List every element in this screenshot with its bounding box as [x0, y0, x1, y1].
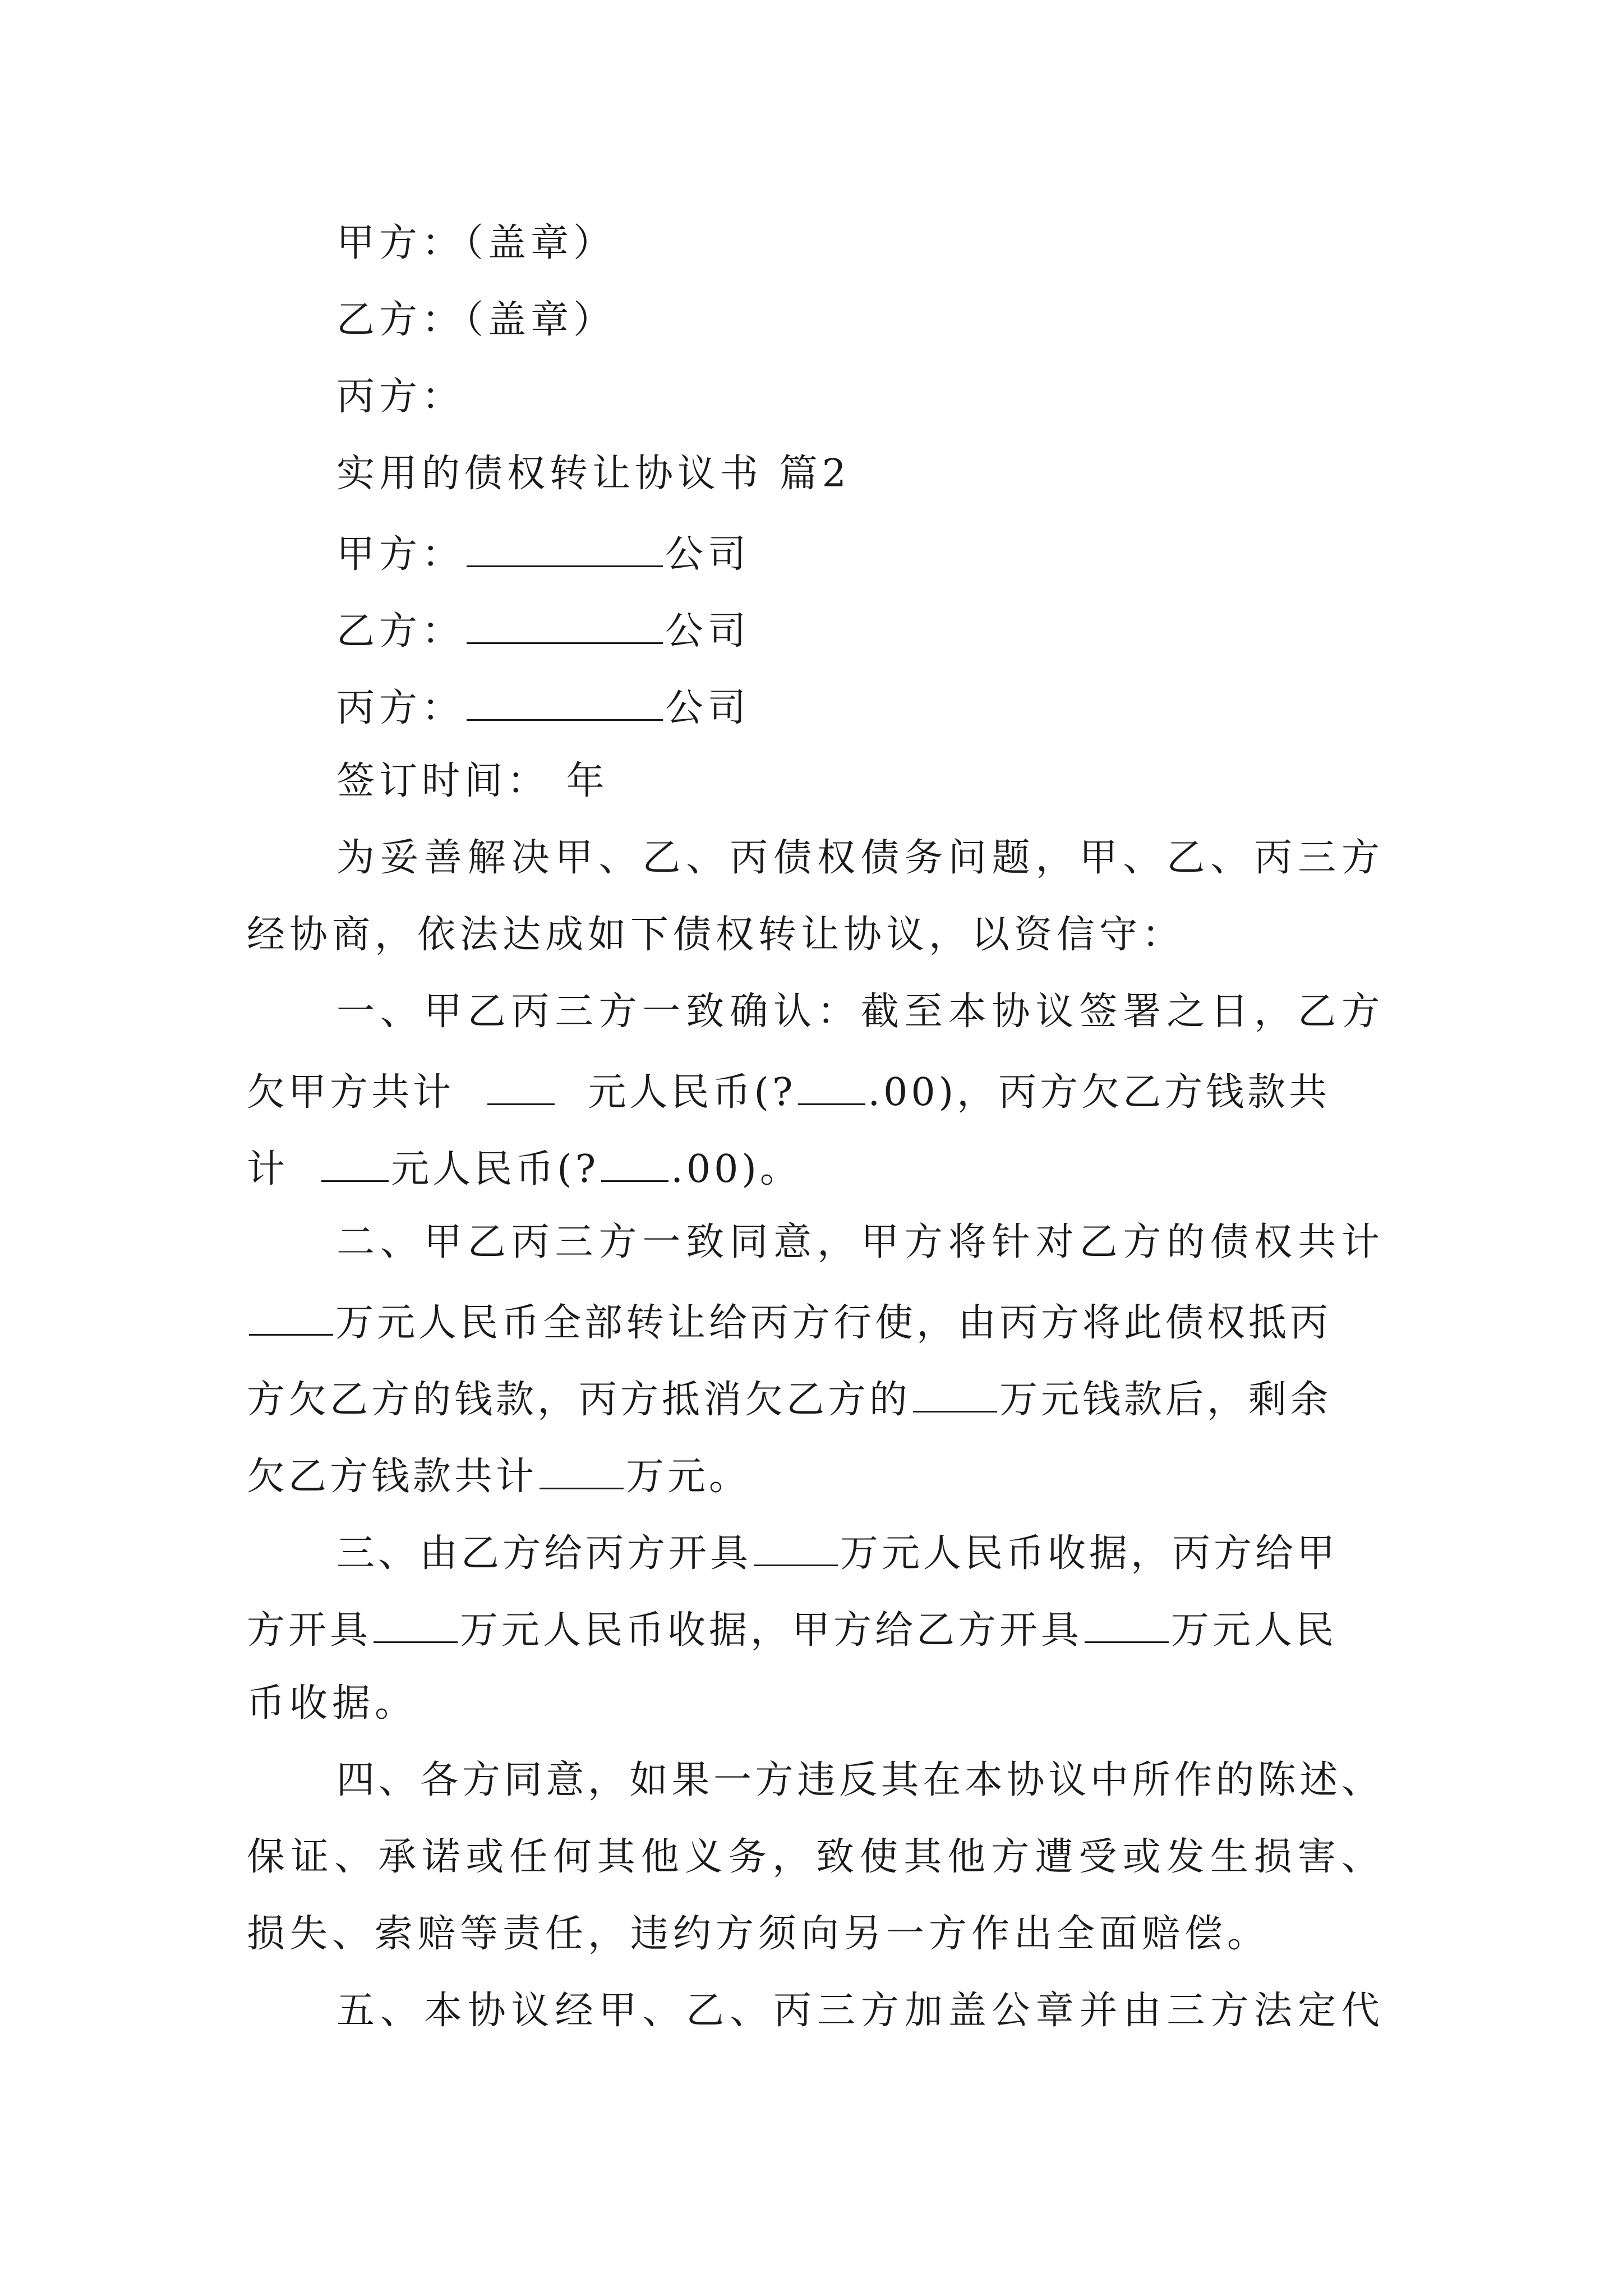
- clause1-line-2: [247, 1070, 1331, 1115]
- clause1-blank-3: [321, 1147, 389, 1182]
- clause2-text-b: 方欠乙方的钱款，丙方抵消欠乙方的: [247, 1378, 911, 1422]
- clause3-line-2: [247, 1608, 1338, 1653]
- clause2-line-3: [247, 1377, 1332, 1422]
- clause4-line-2: 保证、承诺或任何其他义务，致使其他方遭受或发生损害、: [247, 1835, 1380, 1879]
- party-b-label: 乙方：: [336, 609, 465, 654]
- clause1-text-d: 计: [247, 1147, 289, 1191]
- clause3-text-c: 方开具: [247, 1608, 372, 1653]
- clause4-line-3: 损失、索赔等责任，违约方须向另一方作出全面赔偿。: [247, 1912, 1270, 1956]
- intro-line-1: 为妥善解决甲、乙、丙债权债务问题，甲、乙、丙三方: [336, 836, 1380, 880]
- clause2-blank-2: [913, 1377, 997, 1412]
- clause2-line-1: 二、甲乙丙三方一致同意，甲方将针对乙方的债权共计: [336, 1220, 1380, 1264]
- clause3-text-e: 万元人民: [1171, 1608, 1338, 1653]
- party-a-label: 甲方：: [336, 532, 465, 577]
- clause1-text-e: 元人民币(?: [391, 1147, 600, 1191]
- party-c-line: [336, 685, 750, 728]
- clause3-blank-1: [754, 1531, 838, 1566]
- party-b-line: [336, 609, 751, 654]
- clause4-line-1: 四、各方同意，如果一方违反其在本协议中所作的陈述、: [336, 1758, 1380, 1802]
- party-c-blank: [467, 685, 663, 721]
- section-title: 实用的债权转让协议书 篇2: [336, 452, 851, 496]
- clause2-blank-3: [540, 1454, 624, 1489]
- party-b-suffix: 公司: [665, 609, 751, 654]
- signature-party-a: 甲方：（盖章）: [336, 221, 616, 265]
- clause2-text-d: 欠乙方钱款共计: [247, 1455, 538, 1499]
- clause3-line-1: [336, 1531, 1339, 1576]
- clause5-line-1: 五、本协议经甲、乙、丙三方加盖公章并由三方法定代: [336, 1989, 1380, 2033]
- party-a-blank: [467, 532, 663, 567]
- party-c-suffix: 公司: [665, 686, 751, 730]
- clause2-line-2: [247, 1300, 1332, 1345]
- clause1-text-f: .00)。: [671, 1147, 801, 1191]
- clause1-blank-2: [798, 1070, 865, 1105]
- clause1-text-c: .00)，丙方欠乙方钱款共: [868, 1070, 1331, 1115]
- party-a-suffix: 公司: [665, 532, 751, 577]
- intro-line-2: 经协商，依法达成如下债权转让协议，以资信守：: [247, 913, 1185, 957]
- clause3-blank-2: [374, 1608, 458, 1643]
- clause3-blank-3: [1085, 1608, 1169, 1643]
- clause2-text-e: 万元。: [626, 1455, 751, 1499]
- clause3-text-b: 万元人民币收据，丙方给甲: [840, 1531, 1339, 1576]
- signature-party-b: 乙方：（盖章）: [336, 298, 616, 342]
- clause2-line-4: [247, 1454, 751, 1499]
- clause1-blank-4: [601, 1147, 668, 1182]
- clause1-text-a: 欠甲方共计: [247, 1070, 455, 1115]
- clause3-text-d: 万元人民币收据，甲方给乙方开具: [460, 1608, 1083, 1653]
- clause2-blank-1: [249, 1300, 333, 1336]
- clause1-text-b: 元人民币(?: [588, 1070, 796, 1115]
- party-b-blank: [467, 609, 663, 644]
- party-a-line: [336, 532, 751, 577]
- clause2-text-c: 万元钱款后，剩余: [999, 1378, 1332, 1422]
- clause3-text-a: 三、由乙方给丙方开具: [336, 1531, 752, 1576]
- sign-date: 签订时间： 年: [336, 759, 609, 803]
- clause2-text-a: 万元人民币全部转让给丙方行使，由丙方将此债权抵丙: [335, 1301, 1332, 1345]
- clause1-line-1: 一、甲乙丙三方一致确认：截至本协议签署之日，乙方: [336, 990, 1380, 1034]
- party-c-label: 丙方：: [336, 686, 465, 730]
- clause1-blank-1: [487, 1070, 555, 1105]
- clause3-line-3: 币收据。: [247, 1681, 418, 1726]
- signature-party-c: 丙方：: [336, 375, 465, 419]
- clause1-line-3: [247, 1147, 801, 1189]
